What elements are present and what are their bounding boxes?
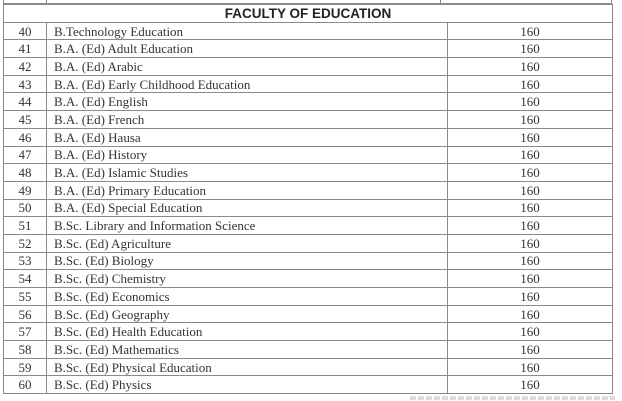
quota-cell: 160: [448, 358, 613, 376]
quota-cell: 160: [448, 341, 613, 359]
serial-number-cell: 40: [4, 22, 47, 40]
table-row: [4, 40, 613, 58]
programme-cell: B.A. (Ed) Special Education: [47, 199, 448, 217]
quota-cell: 160: [448, 111, 613, 129]
programme-cell: B.Sc. (Ed) Agriculture: [47, 234, 448, 252]
quota-cell: 160: [448, 75, 613, 93]
programme-cell: B.Sc. (Ed) Economics: [47, 288, 448, 306]
programme-quota-table: [3, 4, 613, 394]
quota-cell: 160: [448, 40, 613, 58]
cut-off-footer-text: [410, 396, 615, 400]
faculty-header-row: [4, 5, 613, 23]
programme-cell: B.Technology Education: [47, 22, 448, 40]
table-row: [4, 252, 613, 270]
quota-cell: 160: [448, 252, 613, 270]
table-row: [4, 323, 613, 341]
serial-number-cell: 47: [4, 146, 47, 164]
quota-cell: 160: [448, 181, 613, 199]
serial-number-cell: 51: [4, 217, 47, 235]
quota-cell: 160: [448, 323, 613, 341]
table-row: [4, 305, 613, 323]
serial-number-cell: 52: [4, 234, 47, 252]
programme-cell: B.Sc. (Ed) Geography: [47, 305, 448, 323]
table-row: [4, 341, 613, 359]
programme-cell: B.Sc. (Ed) Health Education: [47, 323, 448, 341]
table-row: [4, 146, 613, 164]
table-row: [4, 128, 613, 146]
table-row: [4, 270, 613, 288]
serial-number-cell: 44: [4, 93, 47, 111]
table-row: [4, 234, 613, 252]
programme-cell: B.A. (Ed) Arabic: [47, 58, 448, 76]
serial-number-cell: 46: [4, 128, 47, 146]
faculty-title: FACULTY OF EDUCATION: [4, 5, 613, 23]
programme-cell: B.A. (Ed) Early Childhood Education: [47, 75, 448, 93]
table-row: [4, 22, 613, 40]
serial-number-cell: 56: [4, 305, 47, 323]
serial-number-cell: 57: [4, 323, 47, 341]
quota-cell: 160: [448, 234, 613, 252]
quota-cell: 160: [448, 376, 613, 394]
table-row: [4, 199, 613, 217]
programme-cell: B.A. (Ed) Hausa: [47, 128, 448, 146]
serial-number-cell: 45: [4, 111, 47, 129]
programme-cell: B.A. (Ed) Islamic Studies: [47, 164, 448, 182]
quota-cell: 160: [448, 146, 613, 164]
programme-cell: B.Sc. (Ed) Mathematics: [47, 341, 448, 359]
previous-row-programme-cell: [47, 0, 441, 3]
programme-cell: B.Sc. (Ed) Chemistry: [47, 270, 448, 288]
quota-cell: 160: [448, 58, 613, 76]
quota-cell: 160: [448, 93, 613, 111]
table-row: [4, 93, 613, 111]
serial-number-cell: 54: [4, 270, 47, 288]
serial-number-cell: 49: [4, 181, 47, 199]
table-row: [4, 288, 613, 306]
serial-number-cell: 55: [4, 288, 47, 306]
serial-number-cell: 42: [4, 58, 47, 76]
programme-cell: B.A. (Ed) French: [47, 111, 448, 129]
serial-number-cell: 41: [4, 40, 47, 58]
serial-number-cell: 59: [4, 358, 47, 376]
programme-cell: B.Sc. Library and Information Science: [47, 217, 448, 235]
table-row: [4, 376, 613, 394]
quota-cell: 160: [448, 305, 613, 323]
table-row: [4, 75, 613, 93]
programme-cell: B.A. (Ed) English: [47, 93, 448, 111]
quota-cell: 160: [448, 270, 613, 288]
serial-number-cell: 48: [4, 164, 47, 182]
quota-cell: 160: [448, 164, 613, 182]
programme-cell: B.Sc. (Ed) Biology: [47, 252, 448, 270]
quota-cell: 160: [448, 22, 613, 40]
serial-number-cell: 50: [4, 199, 47, 217]
quota-cell: 160: [448, 199, 613, 217]
programme-cell: B.A. (Ed) History: [47, 146, 448, 164]
quota-cell: 160: [448, 128, 613, 146]
programme-cell: B.Sc. (Ed) Physics: [47, 376, 448, 394]
serial-number-cell: 58: [4, 341, 47, 359]
table-row: [4, 58, 613, 76]
table-row: [4, 358, 613, 376]
table-row: [4, 111, 613, 129]
serial-number-cell: 60: [4, 376, 47, 394]
table-row: [4, 181, 613, 199]
table-row: [4, 217, 613, 235]
serial-number-cell: 43: [4, 75, 47, 93]
previous-row-sn-cell: [4, 0, 47, 3]
programme-cell: B.A. (Ed) Adult Education: [47, 40, 448, 58]
programme-cell: B.Sc. (Ed) Physical Education: [47, 358, 448, 376]
table-row: [4, 164, 613, 182]
quota-cell: 160: [448, 217, 613, 235]
programme-cell: B.A. (Ed) Primary Education: [47, 181, 448, 199]
quota-cell: 160: [448, 288, 613, 306]
serial-number-cell: 53: [4, 252, 47, 270]
